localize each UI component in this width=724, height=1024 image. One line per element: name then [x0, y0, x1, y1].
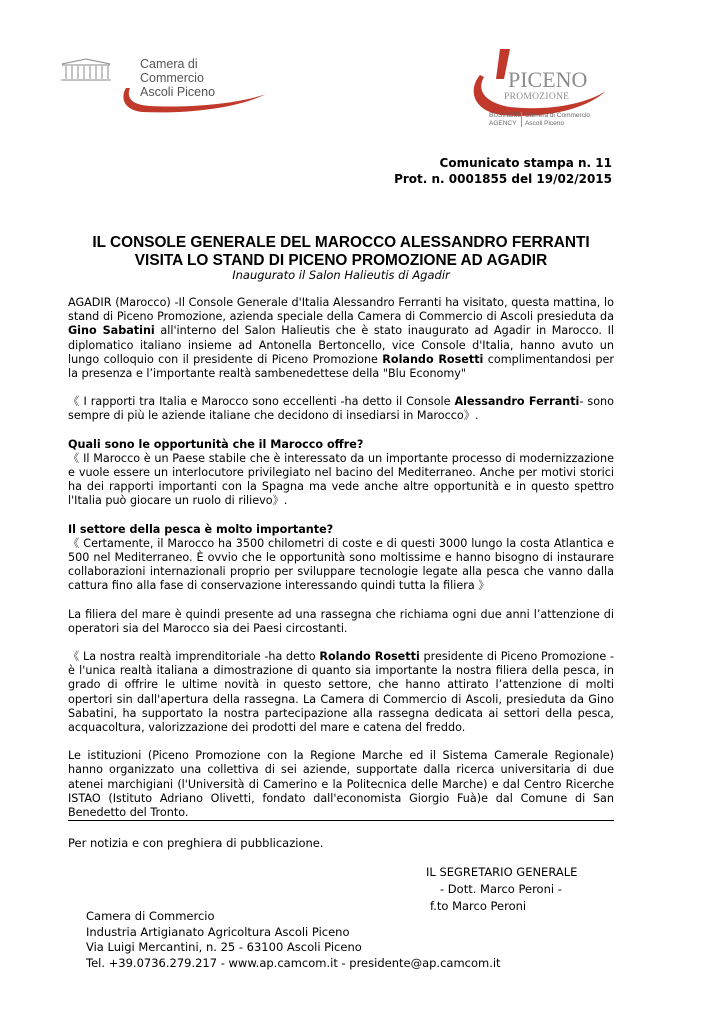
logo-right-sub-b2: Ascoli Piceno [525, 119, 565, 127]
logo-left-line1: Camera di Commercio [140, 57, 204, 85]
protocol-date: Prot. n. 0001855 del 19/02/2015 [394, 172, 612, 186]
footer-line1: Camera di Commercio [86, 909, 215, 923]
p4-text-a: 《 La nostra realtà imprenditoriale -ha detto [68, 650, 320, 664]
logo-right-sub-a1: BUSINESS [489, 112, 522, 119]
subtitle: Inaugurato il Salon Halieutis di Agadir [232, 268, 450, 282]
footer-contact [86, 909, 501, 971]
building-icon [60, 58, 112, 82]
logo-right-sub-a2: AGENCY [489, 119, 517, 127]
protocol-block [394, 155, 612, 187]
footer-line2: Industria Artigianato Agricoltura Ascoli Piceno [86, 924, 350, 939]
red-swoosh-icon [118, 74, 268, 114]
title-line2: VISITA LO STAND DI PICENO PROMOZIONE AD AGADIR [134, 252, 548, 269]
signature-signed: f.to Marco Peroni [430, 899, 527, 913]
logo-right-word1: PICENO [508, 67, 588, 92]
paragraph-2 [68, 395, 614, 423]
page-title [68, 234, 614, 270]
protocol-number: Comunicato stampa n. 11 [439, 156, 612, 170]
logo-right-sub-a [489, 112, 522, 127]
question-1: Quali sono le opportunità che il Marocco offre? [68, 437, 364, 451]
paragraph-4 [68, 650, 614, 735]
signature-title: IL SEGRETARIO GENERALE [426, 865, 578, 879]
p1-name-rosetti: Rolando Rosetti [382, 352, 484, 366]
article-body [68, 296, 614, 834]
logo-right-word2: PROMOZIONE [504, 92, 570, 102]
footer-contacts: Tel. +39.0736.279.217 - www.ap.camcom.it - presidente@ap.camcom.it [86, 955, 501, 970]
p1-text-a: AGADIR (Marocco) -Il Console Generale d'Italia Alessandro Ferranti ha visitato, questa mattina, lo stand di Piceno Promozione, azienda speciale della Camera di Commercio di Ascoli presieduta da [68, 296, 614, 324]
logo-right-sub-b1: Camera di Commercio [525, 112, 591, 119]
question-2: Il settore della pesca è molto importante? [68, 522, 334, 536]
p2-text-a: 《 I rapporti tra Italia e Marocco sono eccellenti -ha detto il Console [68, 395, 455, 409]
footer-address: Via Luigi Mercantini, n. 25 - 63100 Ascoli Piceno [86, 940, 362, 954]
answer-2: 《 Certamente, il Marocco ha 3500 chilometri di coste e di questi 3000 lungo la costa Atlantica e 500 nel Mediterraneo. È ovvio che le opportunità sono moltissime e hanno bisogno di instaurare collaborazioni internazionali proprio per sviluppare tecnologie legate alla pesca che vanno dalla cattura fino alla fase di conservazione interessando quindi tutta la filiera 》 [68, 536, 614, 593]
paragraph-1 [68, 296, 614, 381]
p1-text-e: complimentandosi per la presenza e l’importante realtà sambenedettese della "Blu Economy" [68, 352, 614, 381]
p2-name-ferranti: Alessandro Ferranti [454, 395, 580, 409]
p1-name-sabatini: Gino Sabatini [68, 324, 155, 338]
p4-name-rosetti: Rolando Rosetti [319, 650, 420, 664]
p1-text-c: all'interno del Salon Halieutis che è stato inaugurato ad Agadir in Marocco. Il diplomatico italiano insieme ad Antonella Bertoncello, vice Console d'Italia, hanno avuto un lungo colloquio con il presidente di Piceno Promozione [68, 324, 614, 366]
paragraph-3: La filiera del mare è quindi presente ad una rassegna che richiama ogni due anni l’attenzione di operatori sia del Marocco sia dei Paesi circostanti. [68, 607, 614, 635]
paragraph-5: Le istituzioni (Piceno Promozione con la Regione Marche ed il Sistema Camerale Regionale) hanno organizzato una collettiva di sei aziende, supportate dalla ricerca universitaria di due atenei marchigiani (l'Università di Camerino e la Politecnica delle Marche) e dal Centro Ricerche ISTAO (Istituto Adriano Olivetti, fondato dall'economista Giorgio Fuà)e dal Comune di San Benedetto del Tronto. [68, 749, 614, 820]
p4-text-c: presidente di Piceno Promozione - è l'unica realtà italiana a dimostrazione di quanto sia importante la nostra filiera della pesca, in grado di offrire le ultime novità in questo settore, che hanno attirato l’attenzione di molti opertori sin dall'apertura della rassegna. La Camera di Commercio di Ascoli, presieduta da Gino Sabatini, ha supportato la nostra partecipazione alla rassegna dedicata ai settori della pesca, acquacoltura, valorizzazione dei prodotti del mare e catena del freddo. [68, 650, 615, 735]
p2-text-c: - sono sempre di più le aziende italiane che decidono di insediarsi in Marocco》. [68, 395, 614, 423]
answer-1: 《 Il Marocco è un Paese stabile che è interessato da un importante processo di modernizzazione e vuole essere un interlocutore privilegiato nel bacino del Mediterraneo. Anche per motivi storici ha dei rapporti importanti con la Spagna ma vede anche altre opportunità e in questo spettro l'Italia può giocare un ruolo di rilievo》. [68, 451, 614, 508]
signature-block [426, 864, 577, 915]
signature-name: - Dott. Marco Peroni - [440, 882, 562, 896]
title-line1: IL CONSOLE GENERALE DEL MAROCCO ALESSANDRO FERRANTI [92, 234, 590, 251]
logo-left-line2: Ascoli Piceno [140, 85, 216, 99]
logo-right-sub-b [521, 112, 590, 127]
publication-notice: Per notizia e con preghiera di pubblicazione. [68, 836, 324, 850]
divider [68, 820, 614, 821]
camera-commercio-logo [60, 52, 265, 110]
